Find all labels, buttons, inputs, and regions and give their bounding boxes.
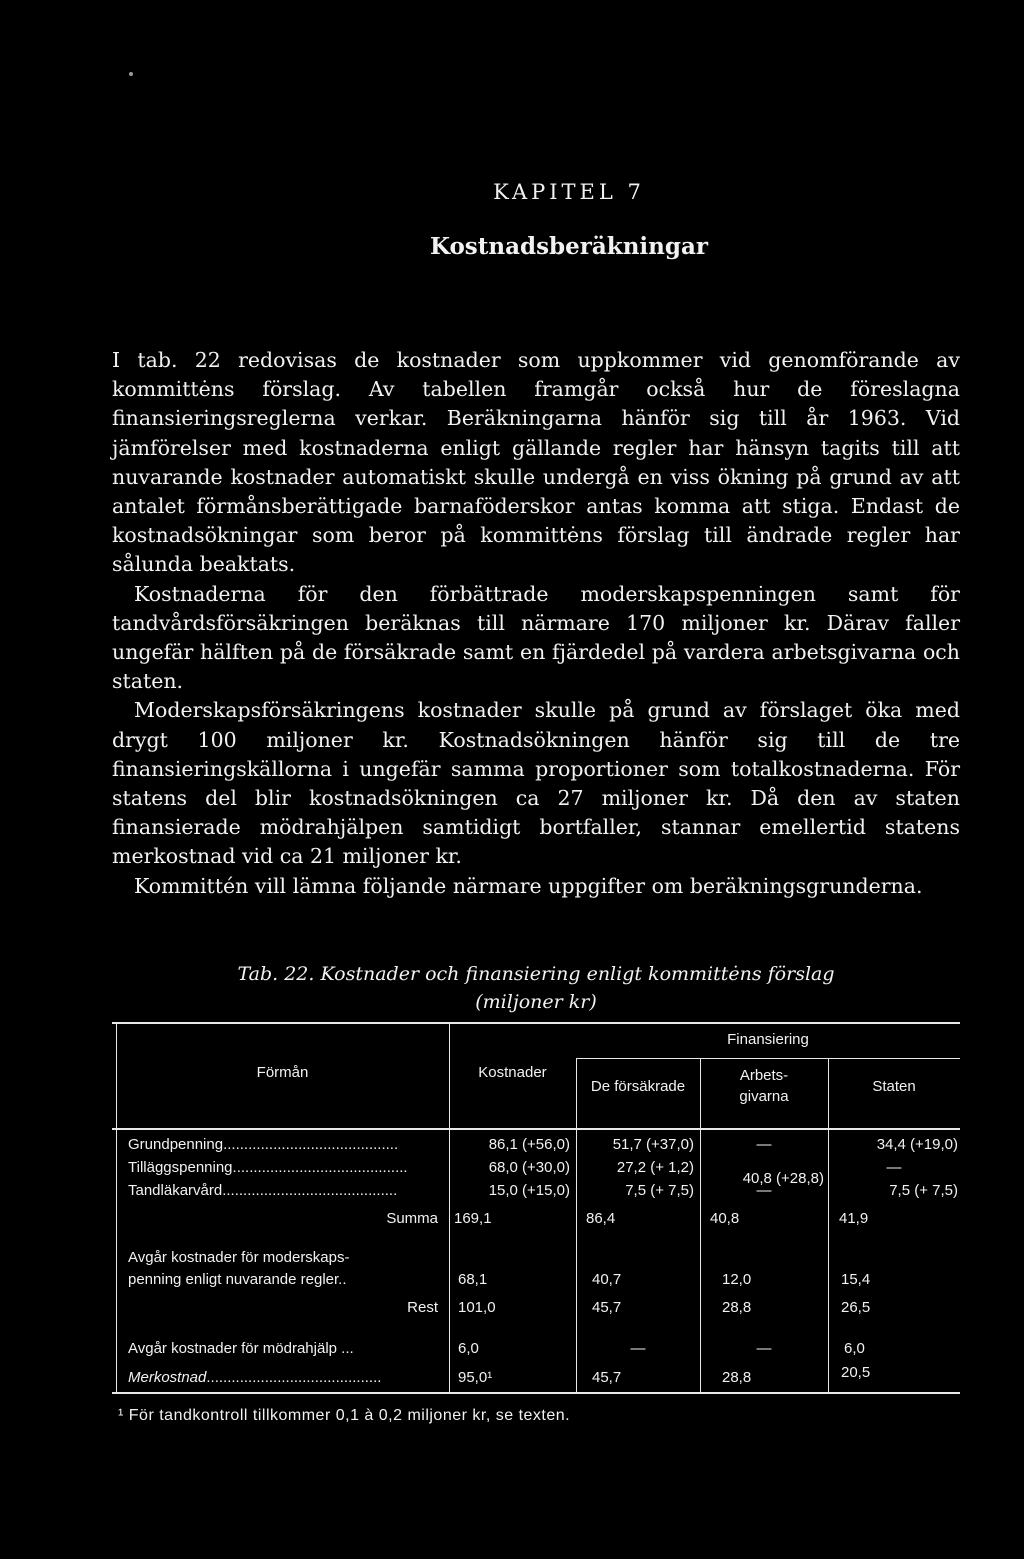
header-arbetsgivarna-2: givarna bbox=[739, 1088, 789, 1105]
row-merkostnad-arbetsgivarna: 28,8 bbox=[722, 1369, 752, 1386]
row-avgar2-label: Avgår kostnader för mödrahjälp ... bbox=[128, 1340, 354, 1357]
header-kostnader: Kostnader bbox=[478, 1064, 547, 1081]
row-merkostnad-forsakrade: 45,7 bbox=[592, 1369, 622, 1386]
row-tillagg-forsakrade: 27,2 (+ 1,2) bbox=[616, 1159, 694, 1176]
row-avgar1-label-1: Avgår kostnader för moderskaps- bbox=[128, 1249, 350, 1266]
row-tand-staten: 7,5 (+ 7,5) bbox=[889, 1182, 958, 1199]
row-rest-forsakrade: 45,7 bbox=[592, 1299, 622, 1316]
row-summa-arbetsgivarna: 40,8 bbox=[710, 1210, 740, 1227]
row-tand-forsakrade: 7,5 (+ 7,5) bbox=[625, 1182, 694, 1199]
caption-line-1: Tab. 22. Kostnader och finansiering enligt kommittėns förslag bbox=[237, 963, 835, 985]
header-forman: Förmån bbox=[256, 1064, 309, 1081]
caption-line-2: (miljoner kr) bbox=[475, 991, 597, 1013]
row-grund-staten: 34,4 (+19,0) bbox=[876, 1136, 958, 1153]
row-tand-label: Tandläkarvård.......................................... bbox=[128, 1182, 398, 1199]
row-summa-forsakrade: 86,4 bbox=[586, 1210, 616, 1227]
row-avgar2-kostnader: 6,0 bbox=[458, 1340, 479, 1357]
row-avgar1-forsakrade: 40,7 bbox=[592, 1271, 622, 1288]
row-rest-staten: 26,5 bbox=[841, 1299, 871, 1316]
rule-bottom bbox=[112, 1392, 960, 1394]
paragraph-3: Moderskapsförsäkringens kostnader skulle på grund av förslaget öka med drygt 100 miljoner kr. Kostnadsökningen hänför sig till de tre finansieringskällorna i ungefär samma proportioner som totalkostnaderna. För statens del blir kostnadsökningen ca 27 miljoner kr. Då den av staten finansierade mödrahjälpen samtidigt bortfaller, stannar emellertid statens merkostnad vid ca 21 miljoner kr. bbox=[112, 698, 960, 869]
body-text bbox=[112, 346, 960, 901]
row-tillagg-kostnader: 68,0 (+30,0) bbox=[488, 1159, 570, 1176]
row-summa-kostnader: 169,1 bbox=[454, 1210, 492, 1227]
rule-top bbox=[112, 1022, 960, 1024]
row-tillagg-arbetsgivarna: 40,8 (+28,8) bbox=[742, 1170, 824, 1187]
row-merkostnad-kostnader: 95,0¹ bbox=[458, 1369, 493, 1386]
cost-table bbox=[112, 1022, 960, 1394]
footnote: ¹ För tandkontroll tillkommer 0,1 à 0,2 miljoner kr, se texten. bbox=[118, 1407, 571, 1424]
row-avgar2-arbetsgivarna: — bbox=[756, 1340, 772, 1357]
rule-header bbox=[112, 1128, 960, 1130]
row-summa-staten: 41,9 bbox=[839, 1210, 869, 1227]
row-rest-kostnader: 101,0 bbox=[458, 1299, 496, 1316]
rule-finansiering bbox=[576, 1058, 960, 1059]
paragraph-1: I tab. 22 redovisas de kostnader som uppkommer vid genomförande av kommittėns förslag. Av tabellen framgår också hur de föreslagna finansieringsreglerna verkar. Beräkningarna hänför sig till år 1963. Vid jämförelser med kostnaderna enligt gällande regler har hänsyn tagits till att nuvarande kostnader automatiskt skulle undergå en viss ökning på grund av att antalet förmånsberättigade barnaföderskor antas komma att stiga. Endast de kostnadsökningar som beror på kommittėns förslag till ändrade regler har sålunda beaktats. bbox=[112, 348, 960, 577]
row-tand-kostnader: 15,0 (+15,0) bbox=[488, 1182, 570, 1199]
row-tand-arbetsgivarna: — bbox=[756, 1182, 772, 1199]
header-forsakrade: De försäkrade bbox=[590, 1078, 686, 1095]
row-merkostnad-staten: 20,5 bbox=[841, 1364, 871, 1381]
header-arbetsgivarna-1: Arbets- bbox=[739, 1067, 789, 1084]
paragraph-4: Kommittén vill lämna följande närmare uppgifter om beräkningsgrunderna. bbox=[134, 873, 923, 898]
row-grund-kostnader: 86,1 (+56,0) bbox=[488, 1136, 570, 1153]
row-grund-forsakrade: 51,7 (+37,0) bbox=[612, 1136, 694, 1153]
row-grund-label: Grundpenning.......................................... bbox=[128, 1136, 399, 1153]
row-avgar1-label-2: penning enligt nuvarande regler.. bbox=[128, 1271, 347, 1288]
row-summa-label: Summa bbox=[386, 1210, 438, 1227]
row-merkostnad-label: Merkostnad.......................................... bbox=[128, 1369, 382, 1386]
row-tillagg-staten: — bbox=[886, 1159, 902, 1176]
row-grund-arbetsgivarna: — bbox=[756, 1136, 772, 1153]
table-caption bbox=[112, 960, 960, 1016]
header-finansiering: Finansiering bbox=[727, 1031, 809, 1048]
header-staten: Staten bbox=[872, 1078, 916, 1095]
row-rest-label: Rest bbox=[407, 1299, 438, 1316]
row-tillagg-label: Tilläggspenning.......................................... bbox=[128, 1159, 408, 1176]
row-avgar2-forsakrade: — bbox=[630, 1340, 646, 1357]
stray-dot bbox=[129, 72, 133, 76]
row-rest-arbetsgivarna: 28,8 bbox=[722, 1299, 752, 1316]
chapter-heading: KAPITEL 7 bbox=[493, 180, 645, 204]
chapter-title: Kostnadsberäkningar bbox=[429, 233, 708, 260]
row-avgar1-staten: 15,4 bbox=[841, 1271, 871, 1288]
row-avgar2-staten: 6,0 bbox=[844, 1340, 865, 1357]
row-avgar1-kostnader: 68,1 bbox=[458, 1271, 488, 1288]
rule-col4 bbox=[828, 1058, 829, 1394]
paragraph-2: Kostnaderna för den förbättrade moderskapspenningen samt för tandvårdsförsäkringen beräknas till närmare 170 miljoner kr. Därav faller ungefär hälften på de försäkrade samt en fjärdedel på vardera arbetsgivarna och staten. bbox=[112, 581, 960, 694]
row-avgar1-arbetsgivarna: 12,0 bbox=[722, 1271, 752, 1288]
